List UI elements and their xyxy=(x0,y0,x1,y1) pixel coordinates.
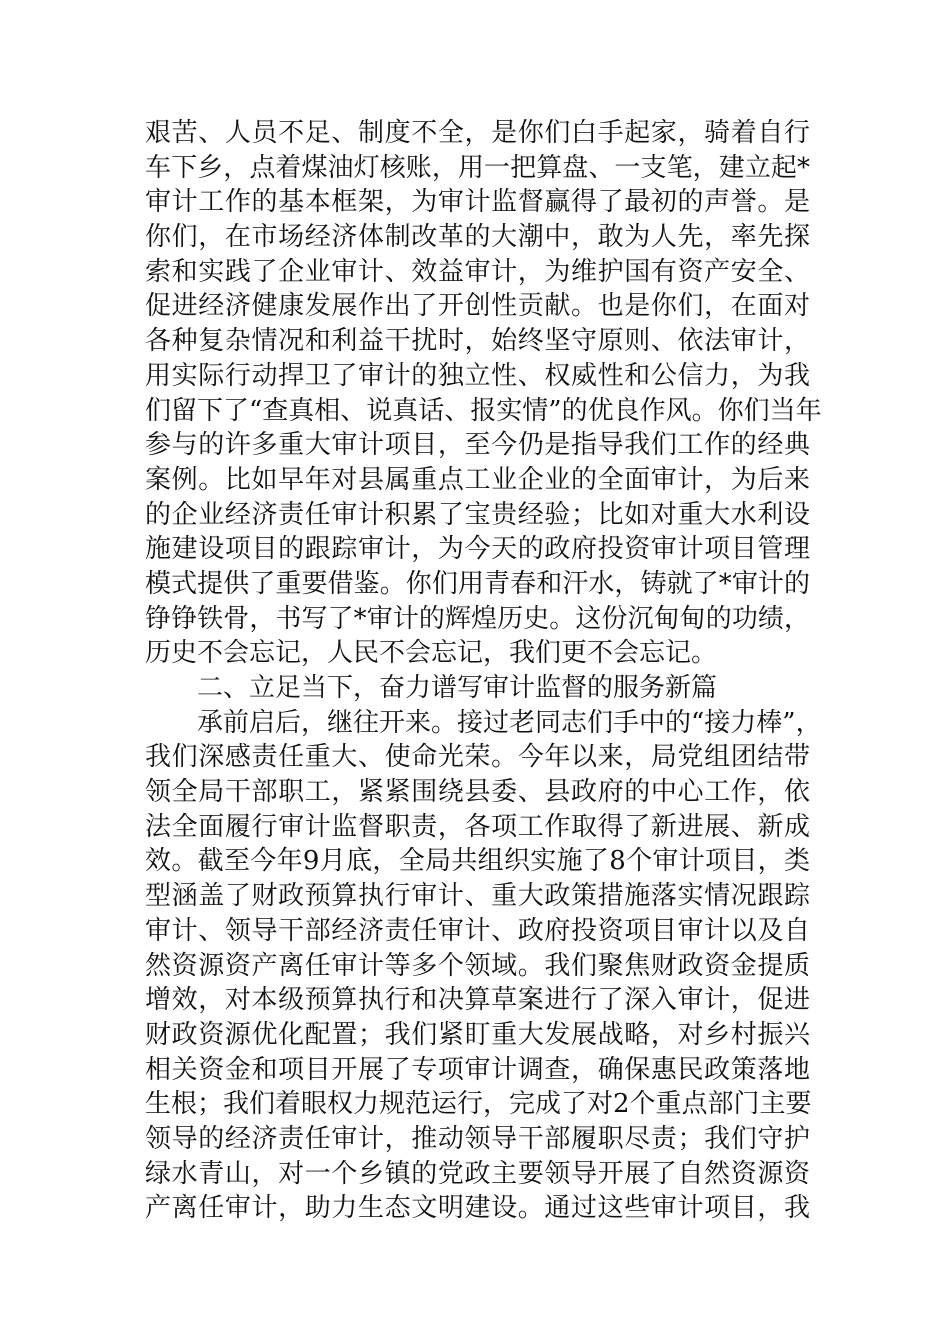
paragraph-2-line: 相关资金和项目开展了专项审计调查，确保惠民政策落地 xyxy=(145,1054,810,1085)
paragraph-2-line: 绿水青山，对一个乡镇的党政主要领导开展了自然资源资 xyxy=(145,1158,810,1189)
paragraph-1-line: 参与的许多重大审计项目，至今仍是指导我们工作的经典 xyxy=(145,430,810,461)
paragraph-2-line: 领导的经济责任审计，推动领导干部履职尽责；我们守护 xyxy=(145,1123,810,1154)
paragraph-1-line: 们留下了“查真相、说真话、报实情”的优良作风。你们当年 xyxy=(145,395,822,426)
paragraph-2-line: 审计、领导干部经济责任审计、政府投资项目审计以及自 xyxy=(145,915,810,946)
paragraph-1-line: 用实际行动捍卫了审计的独立性、权威性和公信力，为我 xyxy=(145,360,810,391)
paragraph-2-line: 我们深感责任重大、使命光荣。今年以来，局党组团结带 xyxy=(145,742,810,773)
paragraph-2-line: 法全面履行审计监督职责，各项工作取得了新进展、新成 xyxy=(145,811,810,842)
paragraph-1-line: 模式提供了重要借鉴。你们用青春和汗水，铸就了*审计的 xyxy=(145,568,810,599)
paragraph-2-line: 然资源资产离任审计等多个领域。我们聚焦财政资金提质 xyxy=(145,950,810,981)
paragraph-2-line: 产离任审计，助力生态文明建设。通过这些审计项目，我 xyxy=(145,1193,810,1224)
section-heading: 二、立足当下，奋力谱写审计监督的服务新篇 xyxy=(197,673,718,703)
paragraph-2-line: 财政资源优化配置；我们紧盯重大发展战略，对乡村振兴 xyxy=(145,1019,810,1050)
paragraph-1-line: 历史不会忘记，人民不会忘记，我们更不会忘记。 xyxy=(145,638,718,669)
paragraph-1-line: 你们，在市场经济体制改革的大潮中，敢为人先，率先探 xyxy=(145,222,810,253)
paragraph-1-line: 案例。比如早年对县属重点工业企业的全面审计，为后来 xyxy=(145,464,810,495)
paragraph-2-line: 效。截至今年9月底，全局共组织实施了8个审计项目，类 xyxy=(145,846,810,877)
paragraph-2-line: 型涵盖了财政预算执行审计、重大政策措施落实情况跟踪 xyxy=(145,881,810,912)
document-body xyxy=(145,116,822,1226)
paragraph-1-line: 艰苦、人员不足、制度不全，是你们白手起家，骑着自行 xyxy=(145,118,810,148)
paragraph-1-line: 索和实践了企业审计、效益审计，为维护国有资产安全、 xyxy=(145,256,810,287)
paragraph-1-line: 的企业经济责任审计积累了宝贵经验；比如对重大水利设 xyxy=(145,499,810,530)
paragraph-1-line: 施建设项目的跟踪审计，为今天的政府投资审计项目管理 xyxy=(145,534,810,565)
paragraph-1-line: 促进经济健康发展作出了开创性贡献。也是你们，在面对 xyxy=(145,291,810,322)
paragraph-1-line: 各种复杂情况和利益干扰时，始终坚守原则、依法审计， xyxy=(145,326,810,357)
paragraph-1-line: 车下乡，点着煤油灯核账，用一把算盘、一支笔，建立起* xyxy=(145,152,810,183)
paragraph-2-line: 生根；我们着眼权力规范运行，完成了对2个重点部门主要 xyxy=(145,1089,812,1120)
paragraph-2-line: 增效，对本级预算执行和决算草案进行了深入审计，促进 xyxy=(145,985,810,1016)
paragraph-2-line: 承前启后，继往开来。接过老同志们手中的“接力棒”， xyxy=(197,707,822,738)
paragraph-2-line: 领全局干部职工，紧紧围绕县委、县政府的中心工作，依 xyxy=(145,777,810,808)
paragraph-1-line: 审计工作的基本框架，为审计监督赢得了最初的声誉。是 xyxy=(145,187,810,218)
paragraph-1-line: 铮铮铁骨，书写了*审计的辉煌历史。这份沉甸甸的功绩， xyxy=(145,603,810,634)
